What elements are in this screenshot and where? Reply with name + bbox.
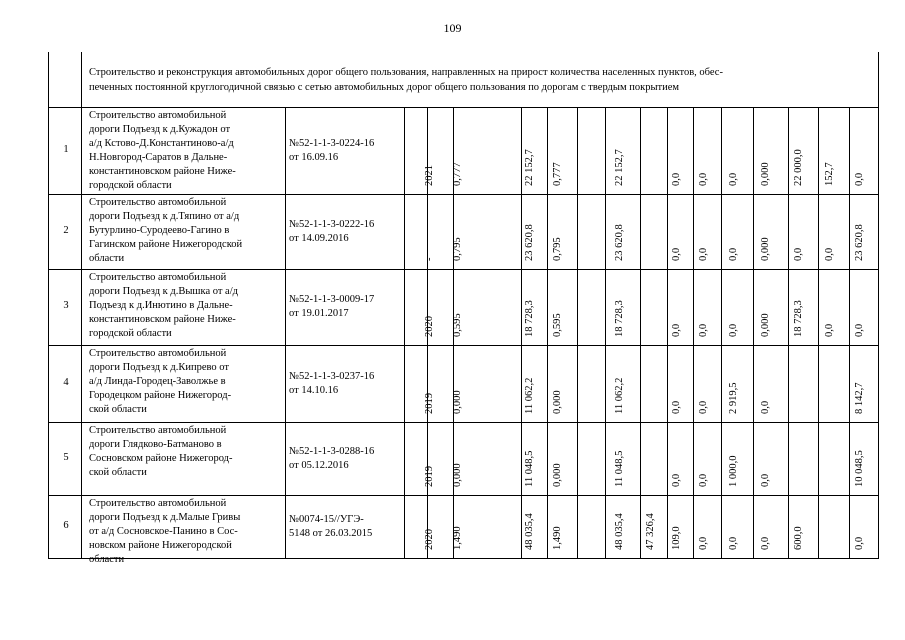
- value-text: 8 142,7: [854, 382, 865, 414]
- value-text: 2 919,5: [728, 382, 739, 414]
- value-text: 0,000: [760, 313, 771, 337]
- page-number: 109: [443, 21, 462, 35]
- value-text: 0,0: [854, 536, 865, 550]
- value-text: 11 048,5: [614, 450, 625, 487]
- value-text: 0,595: [552, 313, 563, 337]
- document-reference-line: №52-1-1-3-0222-16: [289, 218, 375, 230]
- value-text: 0,777: [552, 162, 563, 186]
- document-reference-line: от 14.10.16: [289, 384, 339, 396]
- object-name-line: Подъезд к д.Инютино в Дальне-: [89, 300, 233, 311]
- value-text: 0,0: [671, 247, 682, 261]
- value-text: 0,000: [552, 390, 563, 414]
- column-divider: [640, 107, 641, 558]
- document-reference-line: №52-1-1-3-0224-16: [289, 137, 375, 149]
- object-name: [89, 271, 279, 341]
- column-divider: [81, 52, 82, 558]
- row-number: 4: [63, 376, 69, 388]
- value-text: 0,0: [698, 473, 709, 487]
- document-reference-line: 5148 от 26.03.2015: [289, 527, 373, 539]
- object-name-line: дороги Подъезд к д.Вышка от а/д: [89, 286, 238, 297]
- object-name-line: константиновском районе Ниже-: [89, 166, 236, 177]
- document-reference-line: от 14.09.2016: [289, 232, 349, 244]
- object-name-line: Строительство автомобильной: [89, 197, 227, 208]
- value-text: 22 000,0: [793, 149, 804, 186]
- value-text: 0,0: [854, 172, 865, 186]
- document-reference: [289, 370, 411, 398]
- value-text: 0,0: [760, 400, 771, 414]
- value-text: -: [424, 257, 435, 261]
- value-text: 10 048,5: [854, 450, 865, 487]
- object-name-line: ской области: [89, 467, 147, 478]
- value-text: 23 620,8: [854, 224, 865, 261]
- object-name-line: константиновском районе Ниже-: [89, 314, 236, 325]
- object-name-line: новском районе Нижегородской: [89, 540, 232, 551]
- value-text: 600,0: [793, 526, 804, 550]
- value-text: 0,795: [452, 237, 463, 261]
- column-divider: [667, 107, 668, 558]
- row-number: 6: [63, 519, 69, 531]
- object-name-line: дороги Глядково-Батманово в: [89, 439, 222, 450]
- value-text: 23 620,8: [524, 224, 535, 261]
- value-text: 0,0: [728, 172, 739, 186]
- value-text: 0,0: [760, 473, 771, 487]
- document-reference-line: от 19.01.2017: [289, 308, 349, 319]
- column-divider: [285, 107, 286, 558]
- column-divider: [818, 107, 819, 558]
- column-divider: [693, 107, 694, 558]
- object-name-line: области: [89, 253, 125, 264]
- value-text: 48 035,4: [524, 513, 535, 550]
- object-name-line: дороги Подъезд к д.Малые Гривы: [89, 512, 241, 523]
- value-text: 2019: [424, 393, 435, 414]
- document-reference-line: №0074-15//УГЭ-: [289, 513, 364, 525]
- value-text: 0,0: [698, 323, 709, 337]
- value-text: 2020: [424, 529, 435, 550]
- value-text: 0,777: [452, 162, 463, 186]
- row-number: 3: [63, 300, 69, 311]
- value-text: 2020: [424, 316, 435, 337]
- object-name-line: Городецком районе Нижегород-: [89, 390, 232, 401]
- value-text: 0,0: [698, 400, 709, 414]
- document-reference: [289, 513, 411, 541]
- object-name-line: ской области: [89, 404, 147, 415]
- value-text: 0,0: [671, 400, 682, 414]
- document-reference-line: №52-1-1-3-0237-16: [289, 370, 375, 382]
- document-reference-line: от 16.09.16: [289, 151, 339, 163]
- value-text: 0,0: [698, 172, 709, 186]
- value-text: 0,000: [452, 463, 463, 487]
- document-reference-line: от 05.12.2016: [289, 459, 349, 471]
- object-name-line: Бутурлино-Суродеево-Гагино в: [89, 225, 230, 236]
- section-heading-line-1: Строительство и реконструкция автомобильных дорог общего пользования, направленных на прирост количества населенных пунктов, обес-: [89, 67, 723, 78]
- object-name-line: дороги Подъезд к д.Тяпино от а/д: [89, 211, 240, 222]
- object-name: [89, 497, 279, 567]
- object-name: [89, 347, 279, 417]
- object-name: [89, 424, 279, 480]
- object-name-line: городской области: [89, 328, 172, 339]
- object-name-line: Сосновском районе Нижегород-: [89, 453, 233, 464]
- value-text: 0,795: [552, 237, 563, 261]
- value-text: 0,0: [824, 247, 835, 261]
- object-name-line: Гагинском районе Нижегородской: [89, 239, 243, 250]
- value-text: 0,000: [452, 390, 463, 414]
- row-number: 1: [63, 143, 69, 155]
- value-text: 109,0: [671, 526, 682, 550]
- value-text: 0,0: [698, 247, 709, 261]
- value-text: 0,0: [671, 172, 682, 186]
- object-name-line: Строительство автомобильной: [89, 272, 227, 283]
- value-text: 0,0: [728, 247, 739, 261]
- column-divider: [547, 107, 548, 558]
- value-text: 1 000,0: [728, 455, 739, 487]
- value-text: 18 728,3: [524, 300, 535, 337]
- value-text: 2021: [424, 165, 435, 186]
- object-name-line: области: [89, 554, 125, 565]
- value-text: 22 152,7: [614, 149, 625, 186]
- value-text: 0,0: [793, 247, 804, 261]
- value-text: 48 035,4: [614, 513, 625, 550]
- column-divider: [521, 107, 522, 558]
- document-reference: [289, 445, 411, 473]
- document-reference-line: №52-1-1-3-0288-16: [289, 445, 375, 457]
- value-text: 11 048,5: [524, 450, 535, 487]
- value-text: 0,000: [760, 162, 771, 186]
- document-reference: [289, 218, 411, 246]
- value-text: 18 728,3: [793, 300, 804, 337]
- value-text: 22 152,7: [524, 149, 535, 186]
- object-name-line: городской области: [89, 180, 172, 191]
- column-divider: [404, 107, 405, 558]
- object-name-line: Н.Новгород-Саратов в Дальне-: [89, 152, 228, 163]
- object-name: [89, 109, 279, 193]
- section-heading-line-2: печенных постоянной круглогодичной связью с сетью автомобильных дорог общего пользования по дорогам с твердым покрытием: [89, 82, 680, 93]
- value-text: 0,0: [728, 536, 739, 550]
- value-text: 11 062,2: [614, 377, 625, 414]
- value-text: 0,0: [671, 473, 682, 487]
- object-name-line: Строительство автомобильной: [89, 425, 227, 436]
- value-text: 1,490: [452, 526, 463, 550]
- value-text: 0,0: [698, 536, 709, 550]
- column-divider: [577, 107, 578, 558]
- document-reference: [289, 293, 411, 321]
- object-name-line: а/д Линда-Городец-Заволжье в: [89, 376, 226, 387]
- value-text: 2019: [424, 466, 435, 487]
- value-text: 0,000: [760, 237, 771, 261]
- column-divider: [849, 107, 850, 558]
- document-reference: [289, 137, 411, 165]
- object-name-line: Строительство автомобильной: [89, 110, 227, 121]
- value-text: 47 326,4: [645, 513, 656, 550]
- value-text: 23 620,8: [614, 224, 625, 261]
- value-text: 0,000: [552, 463, 563, 487]
- section-heading: [89, 65, 872, 95]
- column-divider: [753, 107, 754, 558]
- column-divider: [605, 107, 606, 558]
- object-name-line: Строительство автомобильной: [89, 498, 227, 509]
- value-text: 0,0: [824, 323, 835, 337]
- data-table: [48, 52, 879, 565]
- value-text: 0,0: [671, 323, 682, 337]
- value-text: 18 728,3: [614, 300, 625, 337]
- value-text: 11 062,2: [524, 377, 535, 414]
- value-text: 152,7: [824, 162, 835, 186]
- value-text: 0,0: [760, 536, 771, 550]
- object-name-line: от а/д Сосновское-Панино в Сос-: [89, 526, 238, 537]
- value-text: 1,490: [552, 526, 563, 550]
- row-number: 2: [63, 224, 69, 236]
- object-name-line: дороги Подъезд к д.Кипрево от: [89, 362, 229, 373]
- value-text: 0,595: [452, 313, 463, 337]
- object-name-line: дороги Подъезд к д.Кужадон от: [89, 124, 231, 135]
- document-reference-line: №52-1-1-3-0009-17: [289, 294, 375, 305]
- value-text: 0,0: [728, 323, 739, 337]
- column-divider: [788, 107, 789, 558]
- value-text: 0,0: [854, 323, 865, 337]
- object-name-line: Строительство автомобильной: [89, 348, 227, 359]
- object-name-line: а/д Кстово-Д.Константиново-а/д: [89, 138, 234, 149]
- row-number: 5: [63, 451, 69, 463]
- column-divider: [721, 107, 722, 558]
- object-name: [89, 196, 279, 266]
